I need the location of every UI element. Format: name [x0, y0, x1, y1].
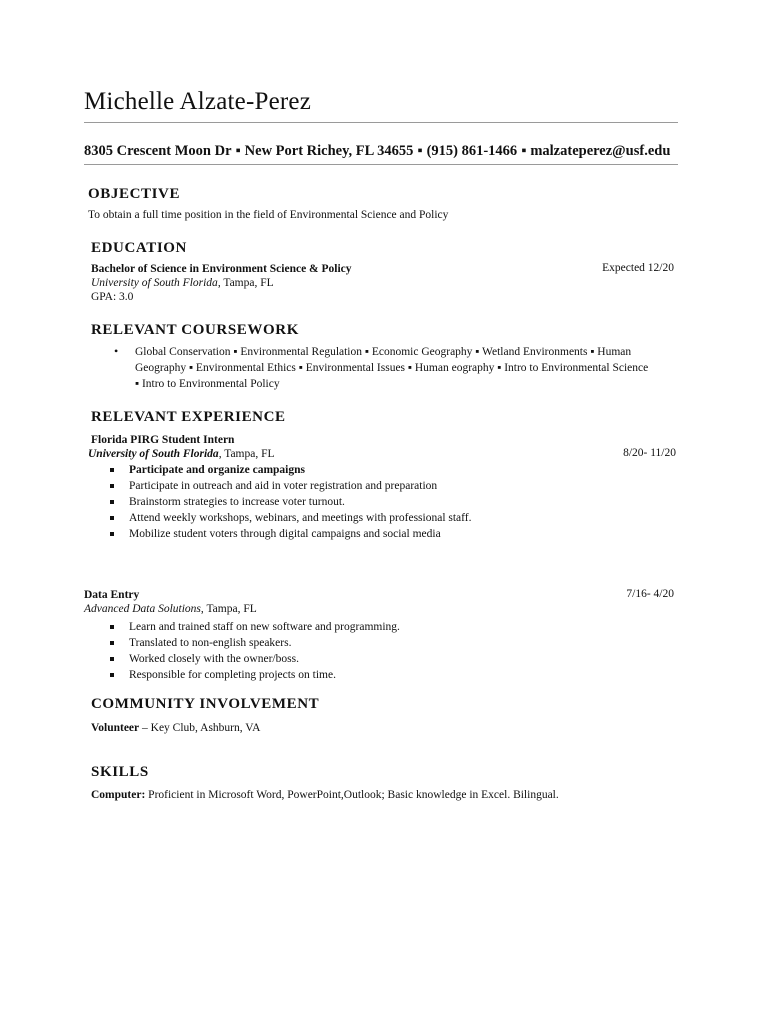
community-heading: COMMUNITY INVOLVEMENT [91, 696, 320, 712]
skills-line [91, 788, 559, 803]
community-line [91, 721, 260, 736]
job-bullet: Brainstorm strategies to increase voter turnout. [107, 494, 471, 510]
job-bullet: Worked closely with the owner/boss. [107, 651, 400, 667]
job-bullet: Participate in outreach and aid in voter registration and preparation [107, 478, 471, 494]
job-bullets [107, 462, 471, 542]
degree-title: Bachelor of Science in Environment Science & Policy [91, 263, 352, 275]
job-title: Florida PIRG Student Intern [91, 434, 235, 446]
job-bullet: Learn and trained staff on new software and programming. [107, 619, 400, 635]
job-title: Data Entry [84, 589, 140, 601]
community-role: Volunteer [91, 722, 140, 734]
contact-email[interactable]: malzateperez@usf.edu [530, 143, 671, 159]
coursework-heading: RELEVANT COURSEWORK [91, 322, 299, 338]
job-dates: 8/20- 11/20 [623, 447, 676, 459]
contact-city: New Port Richey, FL 34655 [244, 143, 414, 159]
job-org: University of South Florida [88, 448, 219, 460]
school-location: , Tampa, FL [217, 277, 274, 289]
job-bullets [107, 619, 400, 683]
community-detail: – Key Club, Ashburn, VA [139, 722, 261, 734]
degree-date: Expected 12/20 [602, 262, 674, 274]
coursework-list: Global Conservation ▪ Environmental Regulation ▪ Economic Geography ▪ Wetland Environments ▪ Human Geography ▪ Environmental Ethics ▪ Environmental Issues ▪ Human eography ▪ Intro to Environmental Science ▪ Intro to Environmental Policy [135, 346, 649, 390]
job-dates: 7/16- 4/20 [626, 588, 674, 600]
education-heading: EDUCATION [91, 240, 187, 256]
school-name: University of South Florida [91, 277, 218, 289]
job-location: , Tampa, FL [200, 603, 257, 615]
job-org: Advanced Data Solutions [84, 603, 201, 615]
contact-separator: ▪ [417, 143, 423, 159]
coursework-bullet: • [114, 344, 119, 358]
experience-heading: RELEVANT EXPERIENCE [91, 409, 286, 425]
objective-text: To obtain a full time position in the field of Environmental Science and Policy [88, 209, 449, 221]
contact-separator: ▪ [521, 143, 527, 159]
skills-heading: SKILLS [91, 764, 149, 780]
job-location: , Tampa, FL [218, 448, 275, 460]
school-line [91, 276, 274, 291]
contact-separator: ▪ [235, 143, 241, 159]
job-bullet: Responsible for completing projects on time. [107, 667, 400, 683]
contact-line [84, 143, 670, 160]
contact-address: 8305 Crescent Moon Dr [84, 143, 232, 159]
divider-top [84, 122, 678, 123]
gpa: GPA: 3.0 [91, 291, 134, 303]
skills-text: Proficient in Microsoft Word, PowerPoint,Outlook; Basic knowledge in Excel. Bilingual. [145, 789, 559, 801]
job-org-line [84, 602, 257, 617]
candidate-name: Michelle Alzate-Perez [84, 88, 312, 115]
job-bullet: Participate and organize campaigns [107, 462, 471, 478]
job-bullet: Mobilize student voters through digital campaigns and social media [107, 526, 471, 542]
contact-phone: (915) 861-1466 [426, 143, 518, 159]
divider-contact [84, 164, 678, 165]
job-org-line [88, 447, 275, 462]
objective-heading: OBJECTIVE [88, 186, 181, 202]
skills-label: Computer: [91, 789, 146, 801]
job-bullet: Attend weekly workshops, webinars, and meetings with professional staff. [107, 510, 471, 526]
job-bullet: Translated to non-english speakers. [107, 635, 400, 651]
